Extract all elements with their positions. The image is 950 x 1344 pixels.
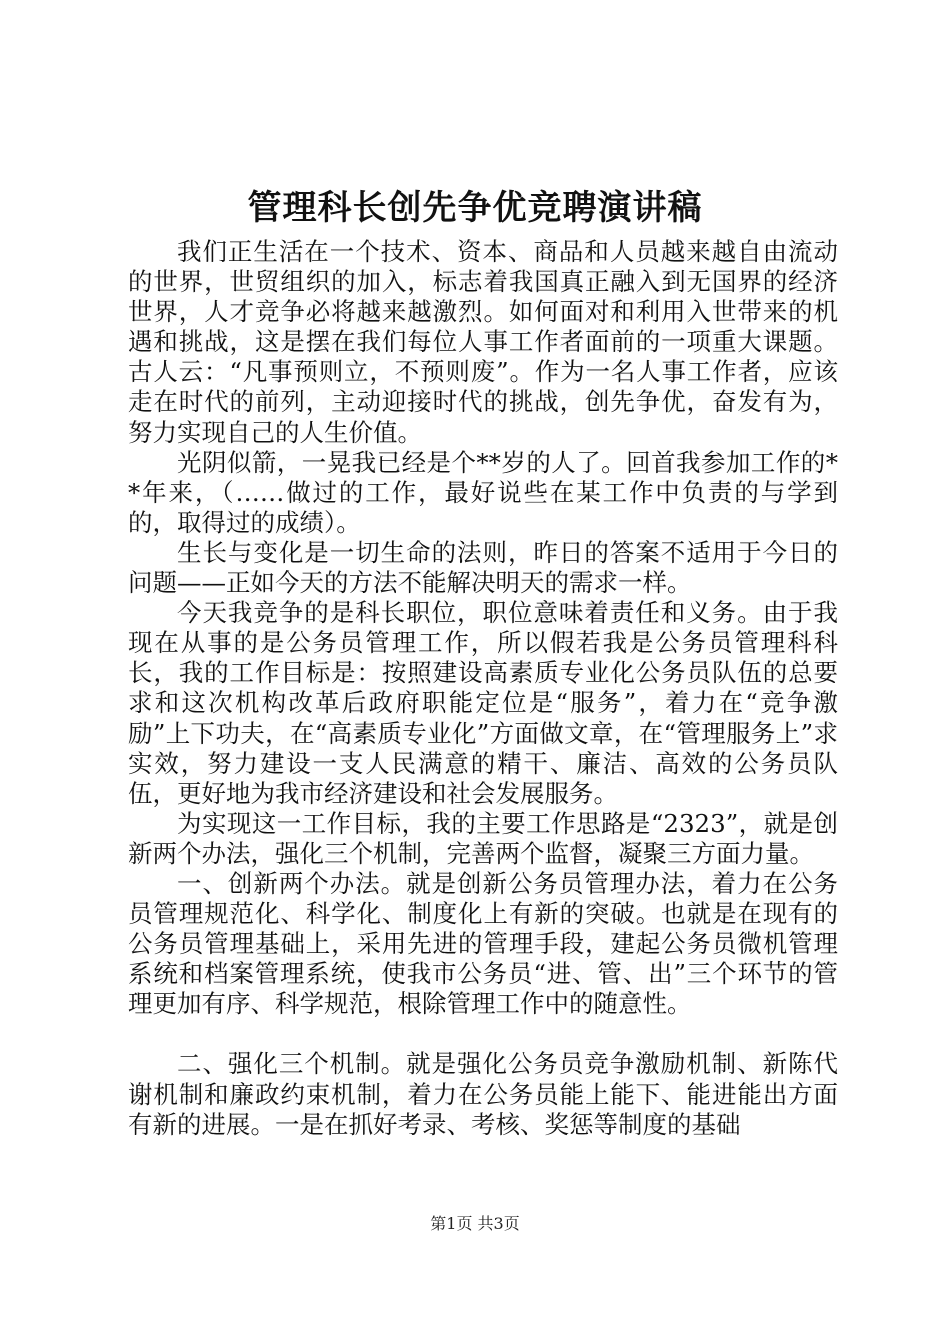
paragraph-goal: 今天我竞争的是科长职位，职位意味着责任和义务。由于我现在从事的是公务员管理工作，所以假若我是公务员管理科科长，我的工作目标是：按照建设高素质专业化公务员队伍的总要求和这次机构改革后政府职能定位是“服务”，着力在“竞争激励”上下功夫，在“高素质专业化”方面做文章，在“管理服务上”求实效，努力建设一支人民满意的精干、廉洁、高效的公务员队伍，更好地为我市经济建设和社会发展服务。 xyxy=(128,598,838,808)
paragraph-experience: 光阴似箭，一晃我已经是个**岁的人了。回首我参加工作的**年来，（……做过的工作，最好说些在某工作中负责的与学到的，取得过的成绩）。 xyxy=(128,447,838,537)
paragraph-change: 生长与变化是一切生命的法则，昨日的答案不适用于今日的问题——正如今天的方法不能解决明天的需求一样。 xyxy=(128,537,838,598)
paragraph-point-one: 一、创新两个办法。就是创新公务员管理办法，着力在公务员管理规范化、科学化、制度化上有新的突破。也就是在现有的公务员管理基础上，采用先进的管理手段，建起公务员微机管理系统和档案管理系统，使我市公务员“进、管、出”三个环节的管理更加有序、科学规范，根除管理工作中的随意性。 xyxy=(128,868,838,1019)
document-title: 管理科长创先争优竞聘演讲稿 xyxy=(247,188,703,228)
paragraph-spacer xyxy=(128,1019,838,1049)
page-footer: 第1页 共3页 xyxy=(430,1214,520,1233)
paragraph-intro: 我们正生活在一个技术、资本、商品和人员越来越自由流动的世界，世贸组织的加入，标志着我国真正融入到无国界的经济世界，人才竞争必将越来越激烈。如何面对和利用入世带来的机遇和挑战，这是摆在我们每位人事工作者面前的一项重大课题。古人云：“凡事预则立，不预则废”。作为一名人事工作者，应该走在时代的前列，主动迎接时代的挑战，创先争优，奋发有为，努力实现自己的人生价值。 xyxy=(128,237,838,447)
document-body xyxy=(128,237,838,1140)
paragraph-point-two: 二、强化三个机制。就是强化公务员竞争激励机制、新陈代谢机制和廉政约束机制，着力在公务员能上能下、能进能出方面有新的进展。一是在抓好考录、考核、奖惩等制度的基础 xyxy=(128,1049,838,1139)
paragraph-approach: 为实现这一工作目标，我的主要工作思路是“2323”，就是创新两个办法，强化三个机制，完善两个监督，凝聚三方面力量。 xyxy=(128,808,838,868)
